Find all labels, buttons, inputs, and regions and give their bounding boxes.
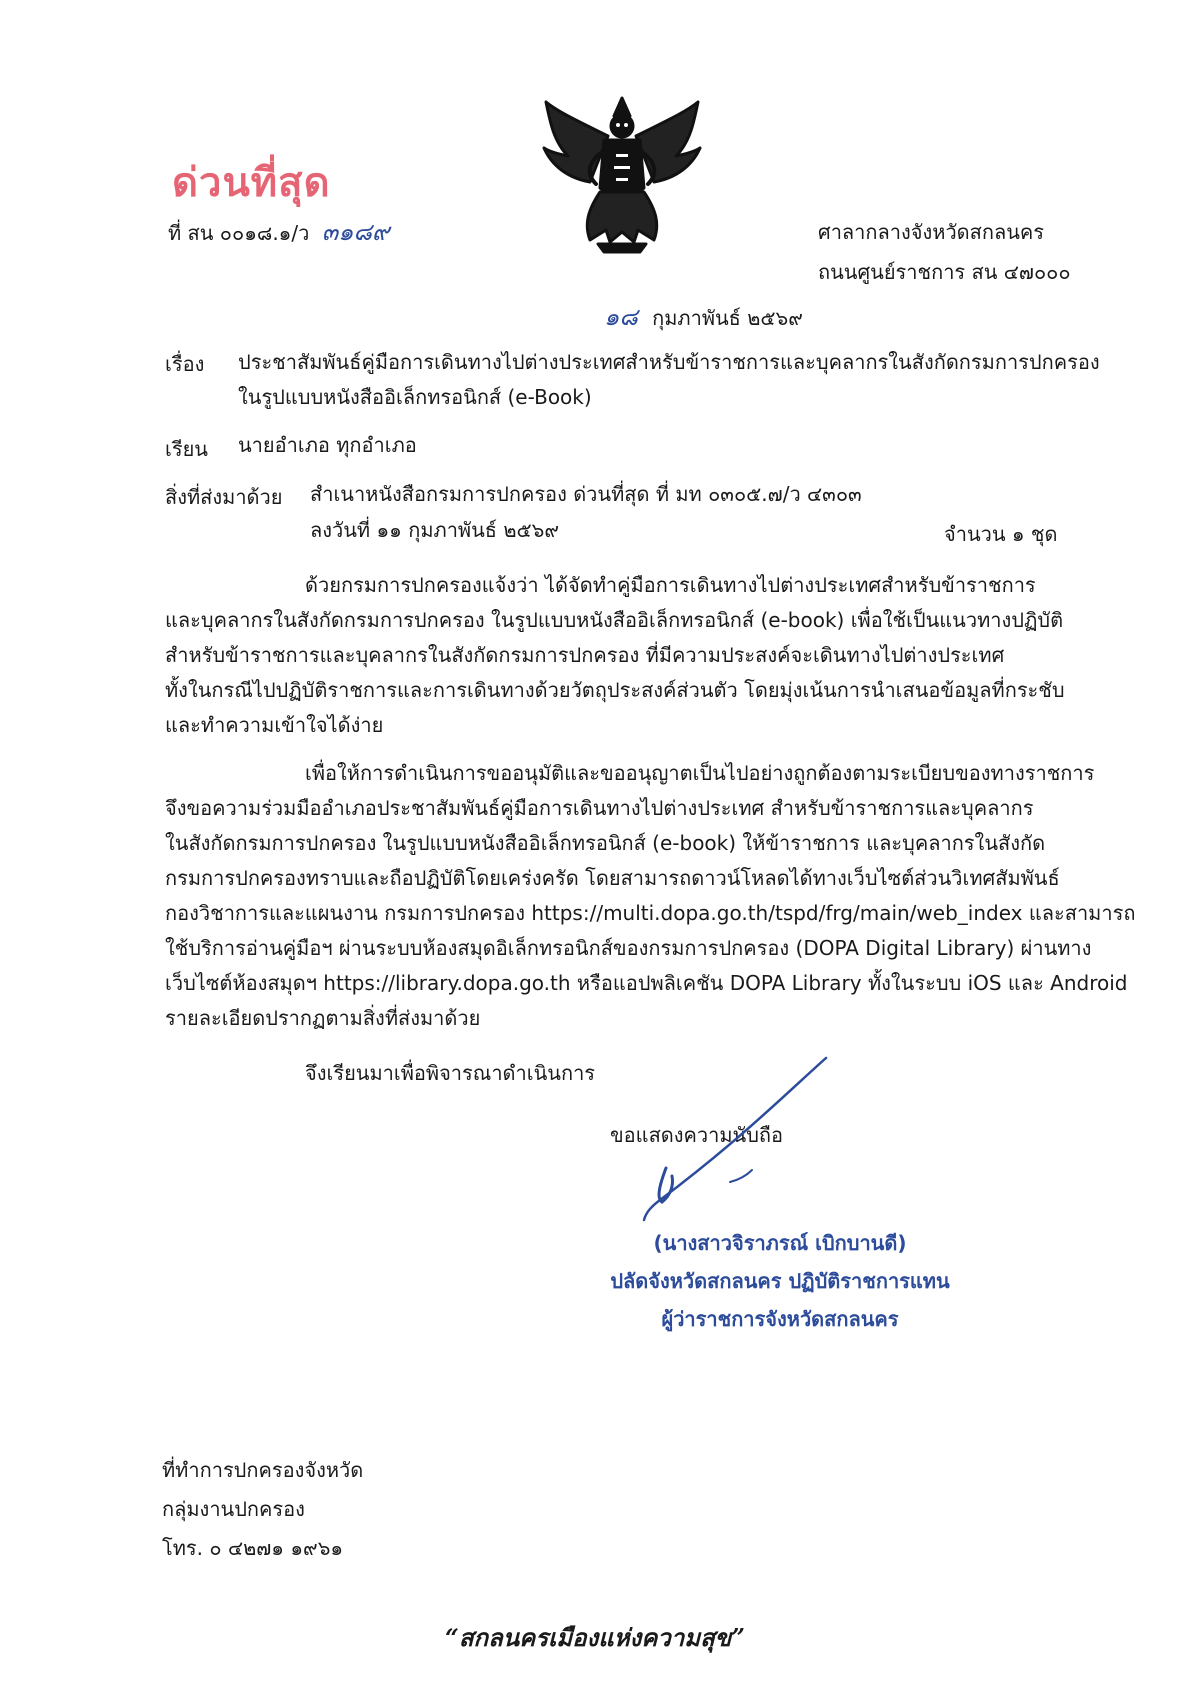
enclosure-label: สิ่งที่ส่งมาด้วย bbox=[165, 485, 283, 509]
salutation: ขอแสดงความนับถือ bbox=[610, 1123, 784, 1147]
footer-division: กลุ่มงานปกครอง bbox=[162, 1497, 305, 1521]
office-name: ศาลากลางจังหวัดสกลนคร bbox=[818, 220, 1045, 244]
paragraph-line: ในสังกัดกรมการปกครอง ในรูปแบบหนังสืออิเล็กทรอนิกส์ (e-book) ให้ข้าราชการ และบุคลากรในสังกัด bbox=[165, 831, 1046, 855]
signatory-name: (นางสาวจิราภรณ์ เบิกบานดี) bbox=[653, 1231, 907, 1255]
paragraph-line: รายละเอียดปรากฏตามสิ่งที่ส่งมาด้วย bbox=[165, 1006, 481, 1030]
signatory-title: ผู้ว่าราชการจังหวัดสกลนคร bbox=[661, 1307, 899, 1331]
paragraph-line: ใช้บริการอ่านคู่มือฯ ผ่านระบบห้องสมุดอิเล็กทรอนิกส์ของกรมการปกครอง (DOPA Digital Library) ผ่านทาง bbox=[165, 936, 1092, 960]
paragraph-line: และบุคลากรในสังกัดกรมการปกครอง ในรูปแบบหนังสืออิเล็กทรอนิกส์ (e-book) เพื่อใช้เป็นแนวทางปฏิบัติ bbox=[165, 608, 1064, 632]
subject-line2: ในรูปแบบหนังสืออิเล็กทรอนิกส์ (e-Book) bbox=[238, 385, 592, 409]
office-address: ถนนศูนย์ราชการ สน ๔๗๐๐๐ bbox=[818, 260, 1071, 284]
letter-date bbox=[604, 305, 803, 329]
paragraph-line: ด้วยกรมการปกครองแจ้งว่า ได้จัดทำคู่มือการเดินทางไปต่างประเทศสำหรับข้าราชการ bbox=[305, 573, 1036, 597]
signatory-position: ปลัดจังหวัดสกลนคร ปฏิบัติราชการแทน bbox=[610, 1269, 950, 1293]
signature-block bbox=[520, 1224, 1040, 1338]
reference-handwritten: ๓๑๘๙ bbox=[321, 218, 390, 246]
reference-number bbox=[168, 220, 389, 244]
paragraph-line: กองวิชาการและแผนงาน กรมการปกครอง https://multi.dopa.go.th/tspd/frg/main/web_index และสามารถ bbox=[165, 901, 1136, 925]
paragraph-line: จึงขอความร่วมมืออำเภอประชาสัมพันธ์คู่มือการเดินทางไปต่างประเทศ สำหรับข้าราชการและบุคลากร bbox=[165, 796, 1034, 820]
reference-printed: ที่ สน ๐๐๑๘.๑/ว bbox=[168, 221, 310, 245]
date-handwritten: ๑๘ bbox=[604, 303, 638, 331]
body-paragraph-2 bbox=[165, 756, 1136, 1036]
garuda-emblem-icon bbox=[540, 92, 705, 257]
to-value: นายอำเภอ ทุกอำเภอ bbox=[238, 433, 417, 457]
footer-office: ที่ทำการปกครองจังหวัด bbox=[162, 1458, 364, 1482]
urgency-stamp: ด่วนที่สุด bbox=[172, 159, 331, 206]
body-paragraph-1 bbox=[165, 568, 1077, 743]
enclosure-line1: สำเนาหนังสือกรมการปกครอง ด่วนที่สุด ที่ มท ๐๓๐๕.๗/ว ๔๓๐๓ bbox=[310, 482, 862, 506]
province-motto: “สกลนครเมืองแห่งความสุข” bbox=[445, 1623, 745, 1652]
enclosure-count: จำนวน ๑ ชุด bbox=[944, 522, 1058, 546]
subject-label: เรื่อง bbox=[165, 352, 205, 376]
paragraph-line: ทั้งในกรณีไปปฏิบัติราชการและการเดินทางด้วยวัตถุประสงค์ส่วนตัว โดยมุ่งเน้นการนำเสนอข้อมูลที่กระชับ bbox=[165, 678, 1065, 702]
paragraph-line: เว็บไซต์ห้องสมุดฯ https://library.dopa.go.th หรือแอปพลิเคชัน DOPA Library ทั้งในระบบ iOS และ Android bbox=[165, 971, 1128, 995]
subject-line1: ประชาสัมพันธ์คู่มือการเดินทางไปต่างประเทศสำหรับข้าราชการและบุคลากรในสังกัดกรมการปกครอง bbox=[238, 350, 1100, 374]
footer-phone: โทร. ๐ ๔๒๗๑ ๑๙๖๑ bbox=[162, 1536, 344, 1560]
paragraph-line: กรมการปกครองทราบและถือปฏิบัติโดยเคร่งครัด โดยสามารถดาวน์โหลดได้ทางเว็บไซต์ส่วนวิเทศสัมพันธ์ bbox=[165, 866, 1060, 890]
enclosure-line2: ลงวันที่ ๑๑ กุมภาพันธ์ ๒๕๖๙ bbox=[310, 518, 560, 542]
handwritten-signature bbox=[600, 1050, 840, 1230]
paragraph-line: สำหรับข้าราชการและบุคลากรในสังกัดกรมการปกครอง ที่มีความประสงค์จะเดินทางไปต่างประเทศ bbox=[165, 643, 1005, 667]
date-printed: กุมภาพันธ์ ๒๕๖๙ bbox=[652, 306, 803, 330]
paragraph-line: เพื่อให้การดำเนินการขออนุมัติและขออนุญาตเป็นไปอย่างถูกต้องตามระเบียบของทางราชการ bbox=[305, 761, 1095, 785]
closing-request: จึงเรียนมาเพื่อพิจารณาดำเนินการ bbox=[305, 1061, 596, 1085]
to-label: เรียน bbox=[165, 437, 208, 461]
paragraph-line: และทำความเข้าใจได้ง่าย bbox=[165, 713, 384, 737]
